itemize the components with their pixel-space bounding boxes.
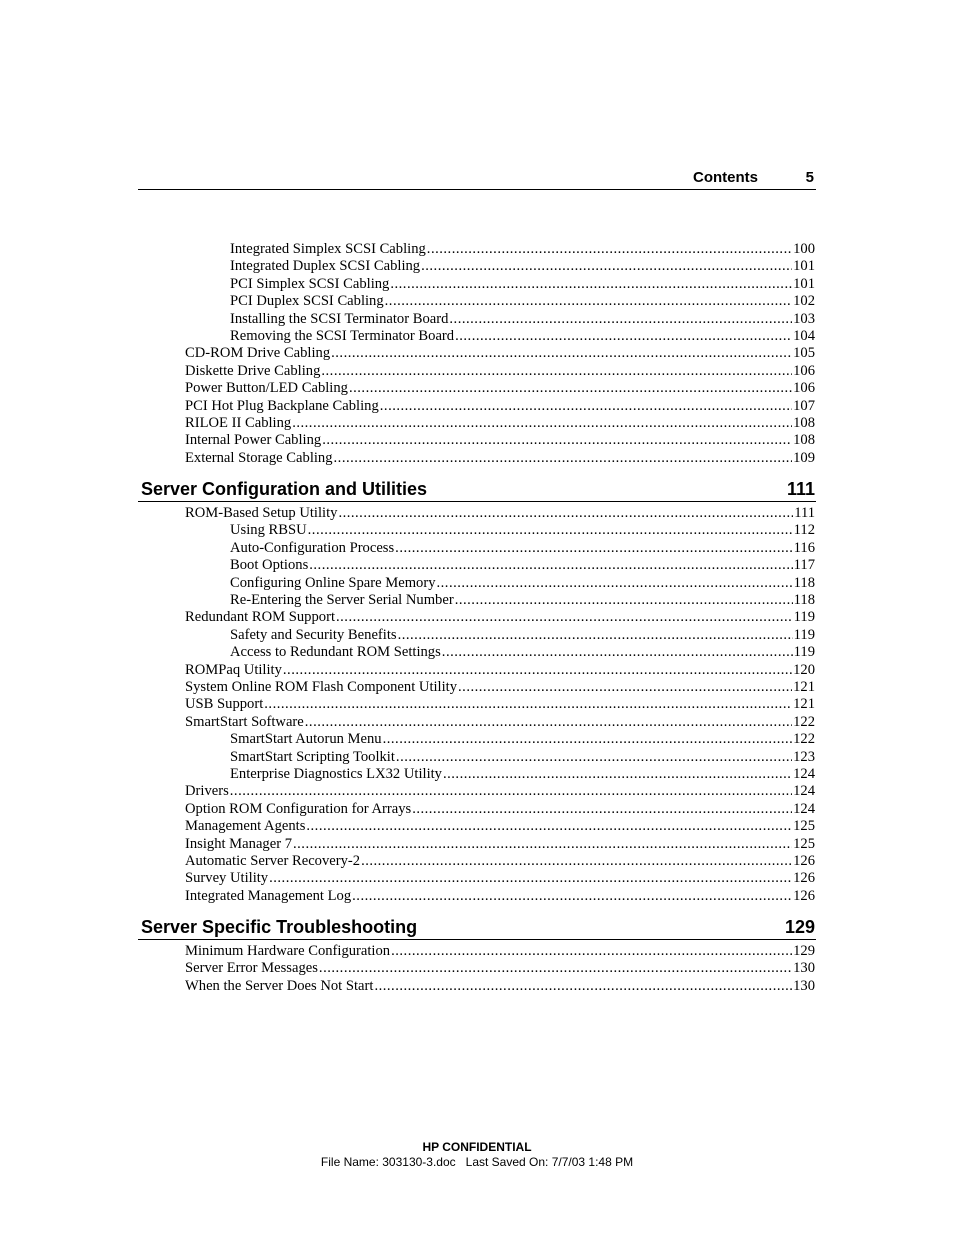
toc-entry-page-number: 116 bbox=[793, 539, 815, 556]
toc-entry[interactable] bbox=[138, 943, 816, 960]
toc-entry[interactable] bbox=[138, 311, 816, 328]
toc-entry-page-number: 119 bbox=[793, 609, 815, 626]
dot-leader bbox=[319, 960, 792, 977]
toc-entry[interactable] bbox=[138, 801, 816, 818]
dot-leader bbox=[322, 432, 792, 449]
toc-entry-page-number: 119 bbox=[793, 644, 815, 661]
toc-entry-page-number: 101 bbox=[793, 258, 815, 275]
toc-entry[interactable] bbox=[138, 450, 816, 467]
toc-entry[interactable] bbox=[138, 679, 816, 696]
toc-entry[interactable] bbox=[138, 696, 816, 713]
dot-leader bbox=[380, 398, 792, 415]
toc-entry-title: Integrated Simplex SCSI Cabling bbox=[230, 241, 426, 257]
dot-leader bbox=[458, 679, 792, 696]
toc-entry[interactable] bbox=[138, 505, 816, 522]
toc-entry[interactable] bbox=[138, 644, 816, 661]
toc-entry-page-number: 120 bbox=[793, 661, 815, 678]
dot-leader bbox=[396, 749, 792, 766]
dot-leader bbox=[412, 801, 792, 818]
toc-entry-title: Installing the SCSI Terminator Board bbox=[230, 310, 449, 327]
dot-leader bbox=[361, 853, 792, 870]
toc-entry-page-number: 119 bbox=[793, 626, 815, 643]
dot-leader bbox=[269, 870, 792, 887]
toc-entry-page-number: 125 bbox=[793, 818, 815, 835]
toc-entry-title: RILOE II Cabling bbox=[185, 414, 292, 431]
dot-leader bbox=[455, 328, 792, 345]
dot-leader bbox=[292, 415, 792, 432]
chapter-page-number: 111 bbox=[786, 479, 815, 500]
toc-entry-page-number: 112 bbox=[793, 522, 815, 539]
toc-entry-title: PCI Duplex SCSI Cabling bbox=[230, 293, 384, 310]
toc-entry[interactable] bbox=[138, 836, 816, 853]
header-title: Contents bbox=[693, 169, 758, 186]
toc-entry-page-number: 108 bbox=[793, 432, 815, 449]
dot-leader bbox=[283, 662, 792, 679]
dot-leader bbox=[336, 609, 793, 626]
toc-entry-title: PCI Simplex SCSI Cabling bbox=[230, 275, 390, 292]
dot-leader bbox=[293, 836, 792, 853]
header-page-number: 5 bbox=[805, 169, 814, 186]
toc-entry-page-number: 125 bbox=[793, 835, 815, 852]
dot-leader bbox=[449, 311, 792, 328]
dot-leader bbox=[437, 575, 793, 592]
dot-leader bbox=[338, 505, 793, 522]
toc-entry-title: Integrated Management Log bbox=[185, 887, 352, 904]
toc-entry-page-number: 122 bbox=[793, 731, 815, 748]
toc-entry-title: Redundant ROM Support bbox=[185, 609, 335, 626]
toc-entry[interactable] bbox=[138, 592, 816, 609]
toc-entry-title: Power Button/LED Cabling bbox=[185, 380, 348, 397]
toc-entry-page-number: 121 bbox=[793, 696, 815, 713]
dot-leader bbox=[455, 592, 793, 609]
toc-entry-page-number: 126 bbox=[793, 887, 815, 904]
chapter-page-number: 129 bbox=[784, 917, 815, 938]
toc-entry-title: Insight Manager 7 bbox=[185, 835, 292, 852]
toc-entry-page-number: 101 bbox=[793, 275, 815, 292]
running-header bbox=[138, 168, 816, 190]
dot-leader bbox=[385, 293, 792, 310]
dot-leader bbox=[352, 888, 792, 905]
dot-leader bbox=[321, 363, 792, 380]
dot-leader bbox=[306, 818, 792, 835]
toc-entry[interactable] bbox=[138, 522, 816, 539]
toc-entry-title: Drivers bbox=[185, 783, 229, 800]
dot-leader bbox=[427, 241, 792, 258]
toc-entry-page-number: 111 bbox=[794, 505, 815, 522]
toc-entry-title: Diskette Drive Cabling bbox=[185, 362, 321, 379]
toc-entry[interactable] bbox=[138, 870, 816, 887]
toc-entry-title: Option ROM Configuration for Arrays bbox=[185, 800, 412, 817]
toc-entry-page-number: 100 bbox=[793, 241, 815, 257]
footer-file-info: File Name: 303130-3.doc Last Saved On: 7/7/03 1:48 PM bbox=[320, 1155, 634, 1169]
toc-entry[interactable] bbox=[138, 540, 816, 557]
toc-entry[interactable] bbox=[138, 258, 816, 275]
toc-entry[interactable] bbox=[138, 960, 816, 977]
toc-entry-title: Management Agents bbox=[185, 818, 306, 835]
dot-leader bbox=[374, 978, 792, 995]
table-of-contents bbox=[138, 241, 816, 995]
toc-entry-title: System Online ROM Flash Component Utility bbox=[185, 678, 458, 695]
dot-leader bbox=[264, 696, 792, 713]
toc-entry-page-number: 129 bbox=[793, 943, 815, 960]
toc-entry-title: ROMPaq Utility bbox=[185, 661, 282, 678]
toc-entry-title: Automatic Server Recovery-2 bbox=[185, 852, 361, 869]
toc-entry-title: Enterprise Diagnostics LX32 Utility bbox=[230, 765, 442, 782]
toc-entry[interactable] bbox=[138, 575, 816, 592]
toc-entry[interactable] bbox=[138, 557, 816, 574]
toc-entry[interactable] bbox=[138, 398, 816, 415]
toc-entry-title: Minimum Hardware Configuration bbox=[185, 943, 391, 960]
toc-entry[interactable] bbox=[138, 662, 816, 679]
dot-leader bbox=[390, 276, 792, 293]
toc-entry-page-number: 106 bbox=[793, 380, 815, 397]
toc-entry[interactable] bbox=[138, 818, 816, 835]
toc-entry-page-number: 130 bbox=[793, 977, 815, 994]
toc-entry[interactable] bbox=[138, 853, 816, 870]
toc-entry-page-number: 123 bbox=[793, 748, 815, 765]
toc-entry[interactable] bbox=[138, 415, 816, 432]
toc-entry-title: Re-Entering the Server Serial Number bbox=[230, 592, 454, 609]
toc-entry-page-number: 109 bbox=[793, 449, 815, 466]
toc-entry-title: Access to Redundant ROM Settings bbox=[230, 644, 441, 661]
toc-entry-page-number: 122 bbox=[793, 713, 815, 730]
toc-entry-title: USB Support bbox=[185, 696, 264, 713]
toc-entry-title: Boot Options bbox=[230, 557, 309, 574]
dot-leader bbox=[421, 258, 792, 275]
toc-entry-page-number: 105 bbox=[793, 345, 815, 362]
toc-entry-page-number: 126 bbox=[793, 870, 815, 887]
toc-entry[interactable] bbox=[138, 714, 816, 731]
toc-chapter-heading[interactable] bbox=[138, 917, 816, 940]
toc-entry[interactable] bbox=[138, 749, 816, 766]
toc-entry-title: When the Server Does Not Start bbox=[185, 977, 374, 994]
dot-leader bbox=[230, 783, 792, 800]
toc-entry[interactable] bbox=[138, 293, 816, 310]
toc-entry[interactable] bbox=[138, 783, 816, 800]
toc-entry[interactable] bbox=[138, 345, 816, 362]
footer bbox=[0, 1140, 954, 1170]
toc-entry-page-number: 104 bbox=[793, 327, 815, 344]
toc-entry-page-number: 117 bbox=[793, 557, 815, 574]
dot-leader bbox=[331, 345, 792, 362]
toc-entry[interactable] bbox=[138, 627, 816, 644]
dot-leader bbox=[334, 450, 793, 467]
toc-entry-page-number: 106 bbox=[793, 362, 815, 379]
toc-entry-page-number: 103 bbox=[793, 310, 815, 327]
dot-leader bbox=[308, 522, 793, 539]
toc-entry-page-number: 102 bbox=[793, 293, 815, 310]
toc-entry-title: PCI Hot Plug Backplane Cabling bbox=[185, 397, 379, 414]
dot-leader bbox=[443, 766, 792, 783]
toc-entry-page-number: 118 bbox=[793, 574, 815, 591]
toc-entry-title: Auto-Configuration Process bbox=[230, 539, 395, 556]
toc-entry[interactable] bbox=[138, 766, 816, 783]
toc-entry[interactable] bbox=[138, 609, 816, 626]
toc-entry-page-number: 126 bbox=[793, 852, 815, 869]
toc-entry-title: Integrated Duplex SCSI Cabling bbox=[230, 258, 421, 275]
toc-entry-page-number: 130 bbox=[793, 960, 815, 977]
dot-leader bbox=[395, 540, 792, 557]
toc-entry-title: CD-ROM Drive Cabling bbox=[185, 345, 331, 362]
toc-entry-title: Using RBSU bbox=[230, 522, 307, 539]
toc-chapter-heading[interactable] bbox=[138, 479, 816, 502]
toc-entry-title: SmartStart Autorun Menu bbox=[230, 731, 382, 748]
toc-entry-title: SmartStart Scripting Toolkit bbox=[230, 748, 395, 765]
footer-confidential: HP CONFIDENTIAL bbox=[422, 1140, 532, 1154]
toc-entry[interactable] bbox=[138, 241, 816, 258]
toc-entry-title: Survey Utility bbox=[185, 870, 269, 887]
toc-entry[interactable] bbox=[138, 888, 816, 905]
toc-entry-page-number: 121 bbox=[793, 678, 815, 695]
toc-entry[interactable] bbox=[138, 731, 816, 748]
toc-entry-page-number: 124 bbox=[793, 783, 815, 800]
chapter-title: Server Configuration and Utilities bbox=[141, 479, 428, 500]
dot-leader bbox=[398, 627, 793, 644]
toc-entry-title: Configuring Online Spare Memory bbox=[230, 574, 436, 591]
dot-leader bbox=[349, 380, 792, 397]
toc-entry[interactable] bbox=[138, 276, 816, 293]
toc-entry[interactable] bbox=[138, 363, 816, 380]
toc-entry-title: Removing the SCSI Terminator Board bbox=[230, 327, 455, 344]
toc-entry-page-number: 108 bbox=[793, 414, 815, 431]
toc-entry-title: Internal Power Cabling bbox=[185, 432, 322, 449]
toc-entry-title: Server Error Messages bbox=[185, 960, 318, 977]
dot-leader bbox=[309, 557, 792, 574]
toc-entry-title: Safety and Security Benefits bbox=[230, 626, 397, 643]
chapter-title: Server Specific Troubleshooting bbox=[141, 917, 418, 938]
toc-entry-page-number: 124 bbox=[793, 765, 815, 782]
toc-entry[interactable] bbox=[138, 328, 816, 345]
toc-entry-title: ROM-Based Setup Utility bbox=[185, 505, 338, 522]
toc-entry[interactable] bbox=[138, 432, 816, 449]
toc-entry-page-number: 124 bbox=[793, 800, 815, 817]
dot-leader bbox=[391, 943, 792, 960]
dot-leader bbox=[383, 731, 793, 748]
toc-entry-title: SmartStart Software bbox=[185, 713, 304, 730]
toc-entry[interactable] bbox=[138, 978, 816, 995]
dot-leader bbox=[305, 714, 792, 731]
toc-entry-title: External Storage Cabling bbox=[185, 449, 333, 466]
toc-entry[interactable] bbox=[138, 380, 816, 397]
dot-leader bbox=[442, 644, 793, 661]
toc-entry-page-number: 107 bbox=[793, 397, 815, 414]
toc-entry-page-number: 118 bbox=[793, 592, 815, 609]
